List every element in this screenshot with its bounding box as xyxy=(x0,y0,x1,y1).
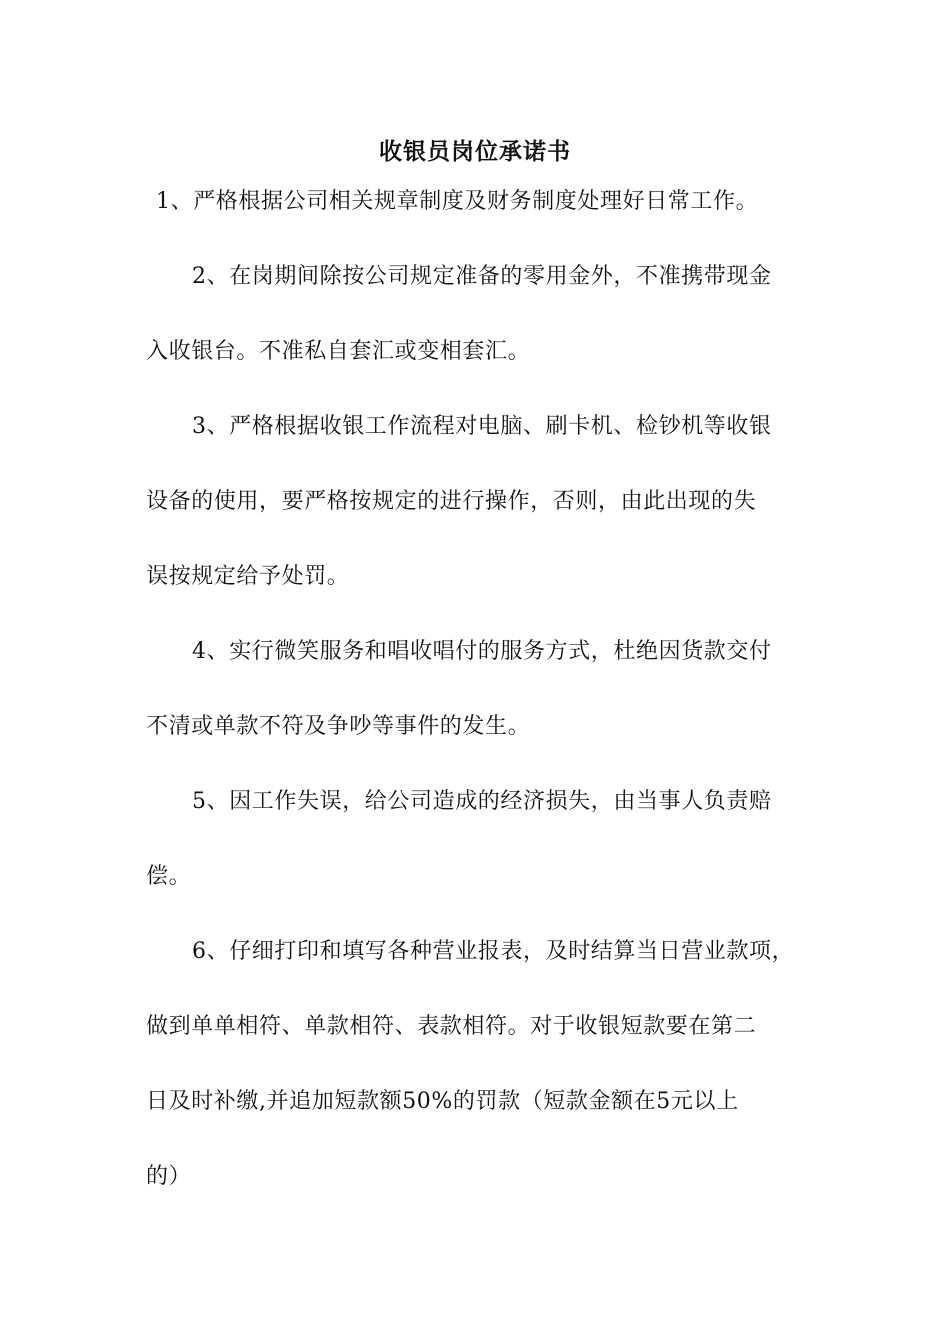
rule-3-line-1: 3、严格根据收银工作流程对电脑、刷卡机、检钞机等收银 xyxy=(192,414,772,439)
rule-6-line-3: 日及时补缴,并追加短款额50%的罚款（短款金额在5元以上 xyxy=(146,1089,739,1114)
document-title: 收银员岗位承诺书 xyxy=(379,138,571,165)
rule-2-line-1: 2、在岗期间除按公司规定准备的零用金外，不准携带现金 xyxy=(192,264,772,289)
rule-6-line-4: 的） xyxy=(146,1164,192,1189)
rule-4-line-1: 4、实行微笑服务和唱收唱付的服务方式，杜绝因货款交付 xyxy=(192,639,772,664)
rule-6-line-2: 做到单单相符、单款相符、表款相符。对于收银短款要在第二 xyxy=(146,1014,757,1039)
rule-1-line-1: 1、严格根据公司相关规章制度及财务制度处理好日常工作。 xyxy=(156,189,759,214)
rule-5-line-1: 5、因工作失误，给公司造成的经济损失，由当事人负责赔 xyxy=(192,789,772,814)
rule-3-line-3: 误按规定给予处罚。 xyxy=(146,564,350,589)
rule-6-line-1: 6、仔细打印和填写各种营业报表，及时结算当日营业款项， xyxy=(192,939,795,964)
rule-2-line-2: 入收银台。不准私自套汇或变相套汇。 xyxy=(146,339,531,364)
rule-4-line-2: 不清或单款不符及争吵等事件的发生。 xyxy=(146,714,531,739)
rule-3-line-2: 设备的使用，要严格按规定的进行操作，否则，由此出现的失 xyxy=(146,489,757,514)
rule-5-line-2: 偿。 xyxy=(146,864,192,889)
